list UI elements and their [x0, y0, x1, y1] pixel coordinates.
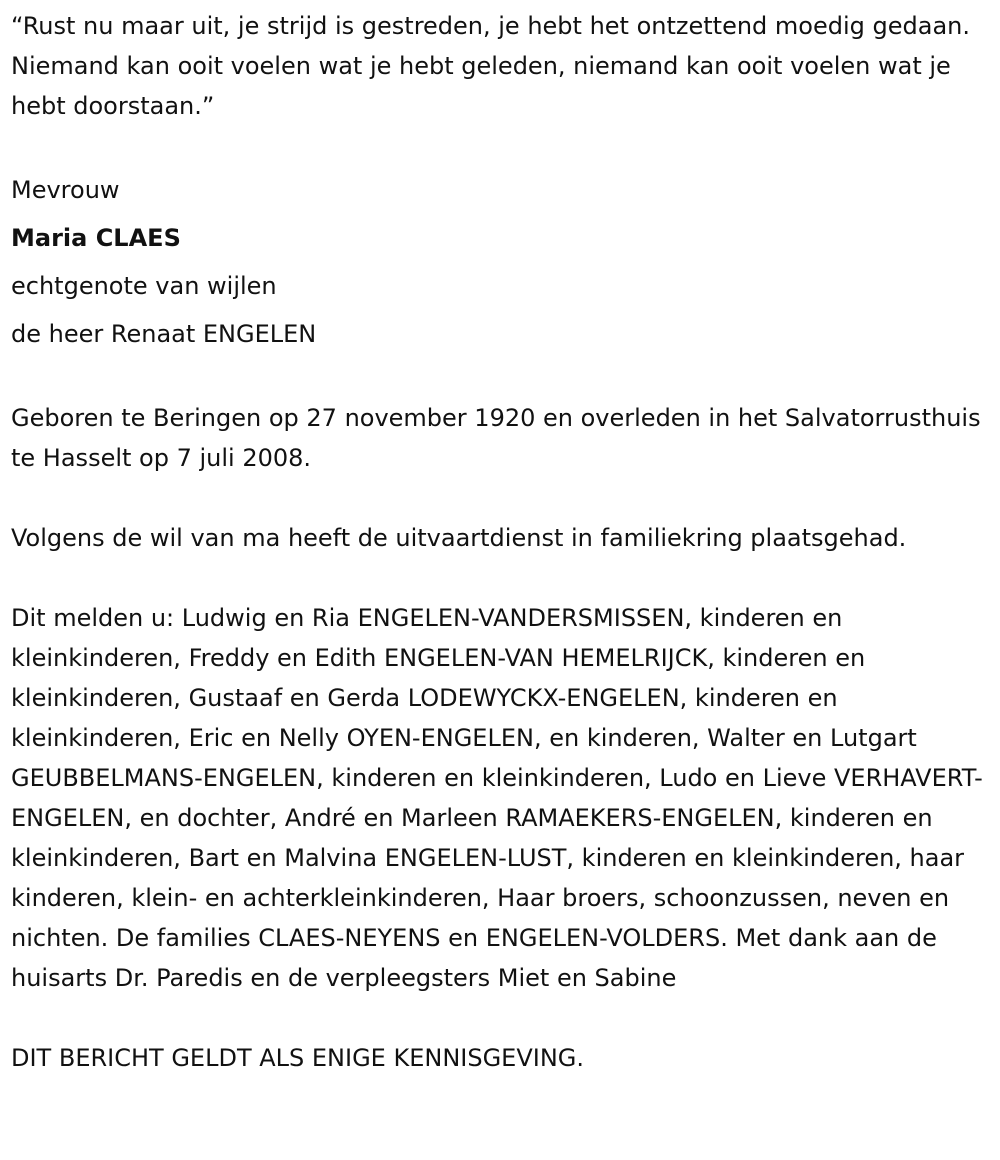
family-announcement: Dit melden u: Ludwig en Ria ENGELEN-VANDERSMISSEN, kinderen en kleinkinderen, Freddy en Edith ENGELEN-VAN HEMELRIJCK, kinderen en kleinkinderen, Gustaaf en Gerda LODEWYCKX-ENGELEN, kinderen en kleinkinderen, Eric en Nelly OYEN-ENGELEN, en kinderen, Walter en Lutgart GEUBBELMANS-ENGELEN, kinderen en kleinkinderen, Ludo en Lieve VERHAVERT-ENGELEN, en dochter, André en Marleen RAMAEKERS-ENGELEN, kinderen en kleinkinderen, Bart en Malvina ENGELEN-LUST, kinderen en kleinkinderen, haar kinderen, klein- en achterkleinkinderen, Haar broers, schoonzussen, neven en nichten. De families CLAES-NEYENS en ENGELEN-VOLDERS. Met dank aan de huisarts Dr. Paredis en de verpleegsters Miet en Sabine — [11, 604, 983, 992]
funeral-statement: Volgens de wil van ma heeft de uitvaartdienst in familiekring plaatsgehad. — [11, 524, 907, 552]
birth-death-statement: Geboren te Beringen op 27 november 1920 en overleden in het Salvatorrusthuis te Hasselt op 7 juli 2008. — [11, 404, 981, 472]
closing-notice: DIT BERICHT GELDT ALS ENIGE KENNISGEVING. — [11, 1044, 585, 1072]
obituary-notice — [11, 6, 991, 1078]
spacer — [11, 998, 991, 1038]
spacer — [11, 358, 991, 398]
spacer — [11, 558, 991, 598]
opening-quote: “Rust nu maar uit, je strijd is gestreden, je hebt het ontzettend moedig gedaan. Niemand kan ooit voelen wat je hebt geleden, niemand kan ooit voelen wat je hebt doorstaan.” — [11, 12, 971, 120]
person-relation: echtgenote van wijlen — [11, 272, 277, 300]
person-name: Maria CLAES — [11, 224, 181, 252]
spouse-name: de heer Renaat ENGELEN — [11, 320, 317, 348]
spacer — [11, 478, 991, 518]
spacer — [11, 126, 991, 166]
person-title: Mevrouw — [11, 176, 120, 204]
